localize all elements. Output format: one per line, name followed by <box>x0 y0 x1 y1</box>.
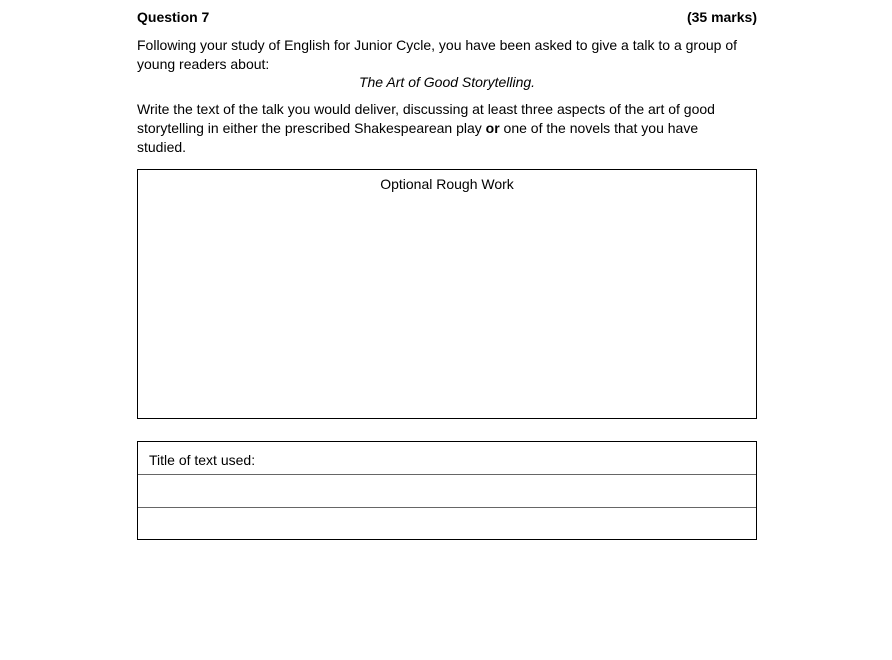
instruction-text-start: Write the text of the talk you would deliver, discussing at least three aspects of the art of good storytelling in either the prescribed Shakespearean play <box>137 101 715 136</box>
text-used-line-1[interactable] <box>138 475 756 508</box>
question-header <box>137 9 757 29</box>
instruction-emphasis: or <box>485 120 500 136</box>
text-used-input-1[interactable] <box>138 475 756 507</box>
question-title: Question 7 <box>137 9 210 25</box>
text-used-label-row <box>138 442 756 475</box>
text-used-line-2[interactable] <box>138 508 756 539</box>
text-used-label: Title of text used: <box>149 452 256 468</box>
question-marks: (35 marks) <box>686 9 757 25</box>
question-intro: Following your study of English for Junior Cycle, you have been asked to give a talk to a group of young readers about: <box>137 37 738 72</box>
instruction-text-end: one of the novels that you have studied. <box>137 120 699 155</box>
question-instruction <box>137 100 747 157</box>
text-used-table <box>137 441 757 540</box>
text-used-input-2[interactable] <box>138 508 756 539</box>
rough-work-box[interactable] <box>137 169 757 419</box>
talk-topic: The Art of Good Storytelling. <box>358 74 536 90</box>
rough-work-label: Optional Rough Work <box>380 176 514 192</box>
